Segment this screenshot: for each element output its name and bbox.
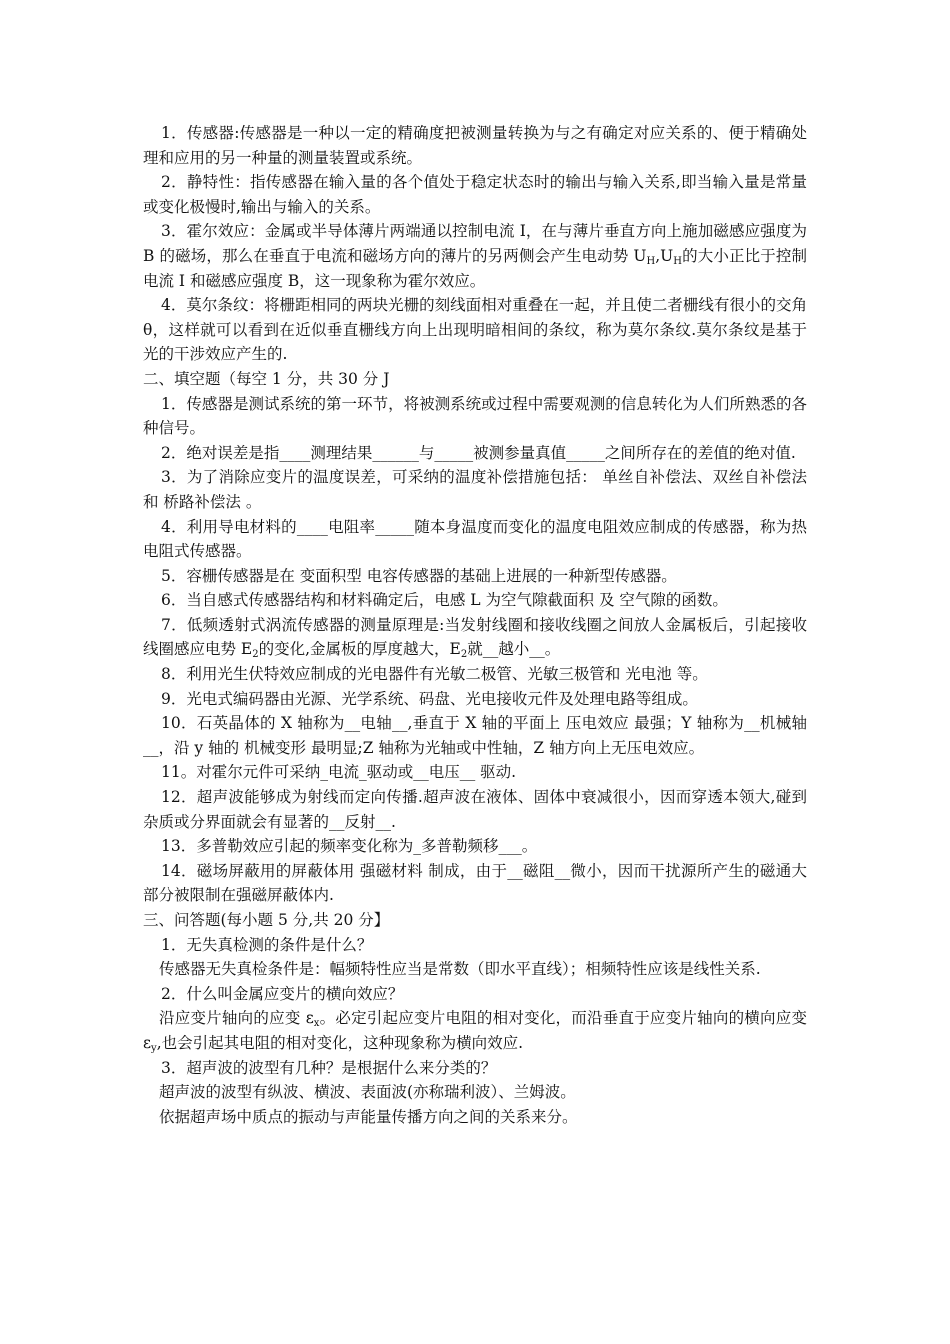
document-page (143, 121, 807, 1129)
qa-question-3: 3．超声波的波型有几种？是根据什么来分类的？ (161, 1058, 497, 1077)
definition-sensor: 1．传感器:传感器是一种以一定的精确度把被测量转换为与之有确定对应关系的、便于精确处理和应用的另一种量的测量装置或系统。 (143, 124, 807, 167)
fill-item-1: 1．传感器是测试系统的第一环节，将被测系统或过程中需要观测的信息转化为人们所熟悉的各种信号。 (143, 394, 807, 438)
qa-answer-3a: 超声波的波型有纵波、横波、表面波(亦称瑞利波）、兰姆波。 (159, 1083, 576, 1102)
fill-item-10: 10．石英晶体的 X 轴称为__电轴__,垂直于 X 轴的平面上 压电效应 最强；Y 轴称为__机械轴__，沿 y 轴的 机械变形 最明显;Z 轴称为光轴或中性轴，Z 轴方向上无压电效应。 (143, 714, 807, 757)
qa-question-1: 1．无失真检测的条件是什么？ (161, 935, 373, 954)
hall-text-b: ,U (655, 246, 674, 265)
hall-subscript-h2: H (673, 255, 682, 267)
fill-item-14: 14．磁场屏蔽用的屏蔽体用 强磁材料 制成，由于__磁阻__微小，因而干扰源所产生的磁通大部分被限制在强磁屏蔽体内. (143, 861, 807, 905)
fill-item-3: 3．为了消除应变片的温度误差，可采纳的温度补偿措施包括： 单丝自补偿法、双丝自补偿法 和 桥路补偿法 。 (143, 468, 807, 511)
fill-7-subscript-2b: 2 (460, 649, 468, 661)
fill-item-5: 5．容栅传感器是在 变面积型 电容传感器的基础上进展的一种新型传感器。 (161, 566, 677, 585)
fill-7-text-b: 的变化,金属板的厚度越大，E (258, 640, 461, 659)
fill-item-12: 12．超声波能够成为射线而定向传播.超声波在液体、固体中衰减很小，因而穿透本领大,碰到杂质或分界面就会有显著的__反射__. (143, 788, 807, 831)
qa2-subscript-x: x (313, 1018, 320, 1030)
definition-static-characteristic: 2．静特性：指传感器在输入量的各个值处于稳定状态时的输出与输入关系,即当输入量是常量或变化极慢时,输出与输入的关系。 (143, 173, 807, 216)
hall-text-c: 的大小正比于控制电流 I 和磁感应强度 B，这一现象称为霍尔效应。 (143, 246, 807, 290)
qa2-text-c: ,也会引起其电阻的相对变化，这种现象称为横向效应. (156, 1033, 524, 1052)
fill-item-11: 11。对霍尔元件可采纳_电流_驱动或__电压__ 驱动. (161, 763, 517, 782)
qa-answer-1: 传感器无失真检条件是：幅频特性应当是常数（即水平直线）；相频特性应该是线性关系. (159, 960, 761, 979)
fill-7-subscript-2: 2 (252, 649, 259, 661)
fill-item-9: 9．光电式编码器由光源、光学系统、码盘、光电接收元件及处理电路等组成。 (161, 689, 698, 708)
definition-moire-fringe: 4．莫尔条纹：将栅距相同的两块光栅的刻线面相对重叠在一起，并且使二者栅线有很小的交角 θ，这样就可以看到在近似垂直栅线方向上出现明暗相间的条纹，称为莫尔条纹.莫尔条纹是基于光的干涉效应产生的. (143, 296, 807, 364)
fill-7-text-a: 7．低频透射式涡流传感器的测量原理是:当发射线圈和接收线圈之间放人金属板后，引起接收线圈感应电势 E (143, 615, 807, 659)
section-fill-in-title: 二、填空题（每空 1 分，共 30 分 J (143, 369, 390, 388)
qa-answer-2 (143, 1006, 807, 1055)
qa2-text-b: 。必定引起应变片电阻的相对变化，而沿垂直于应变片轴向的横向应变 ε (143, 1009, 807, 1052)
fill-7-text-c: 就__越小__。 (467, 640, 561, 659)
fill-item-7 (143, 613, 807, 662)
fill-item-8: 8．利用光生伏特效应制成的光电器件有光敏二极管、光敏三极管和 光电池 等。 (161, 665, 708, 684)
fill-item-4: 4．利用导电材料的____电阻率_____随本身温度而变化的温度电阻效应制成的传感器，称为热电阻式传感器。 (143, 517, 807, 561)
section-qa-title: 三、问答题(每小题 5 分,共 20 分】 (143, 911, 390, 929)
hall-subscript-h: H (646, 255, 656, 267)
hall-text-a: 3．霍尔效应：金属或半导体薄片两端通以控制电流 I，在与薄片垂直方向上施加磁感应强度为 B 的磁场，那么在垂直于电流和磁场方向的薄片的另两侧会产生电动势 U (143, 222, 807, 265)
fill-item-13: 13．多普勒效应引起的频率变化称为_多普勒频移___。 (161, 837, 538, 856)
qa-question-2: 2．什么叫金属应变片的横向效应？ (161, 984, 404, 1003)
qa-answer-3b: 依据超声场中质点的振动与声能量传播方向之间的关系来分。 (159, 1107, 578, 1126)
qa2-text-a: 沿应变片轴向的应变 ε (159, 1009, 314, 1028)
fill-item-6: 6．当自感式传感器结构和材料确定后，电感 L 为空气隙截面积 及 空气隙的函数。 (161, 591, 728, 610)
fill-item-2: 2．绝对误差是指____测理结果______与_____被测参量真值_____之间所存在的差值的绝对值. (161, 443, 796, 462)
definition-hall-effect (143, 219, 807, 293)
qa2-subscript-y: y (151, 1042, 157, 1054)
